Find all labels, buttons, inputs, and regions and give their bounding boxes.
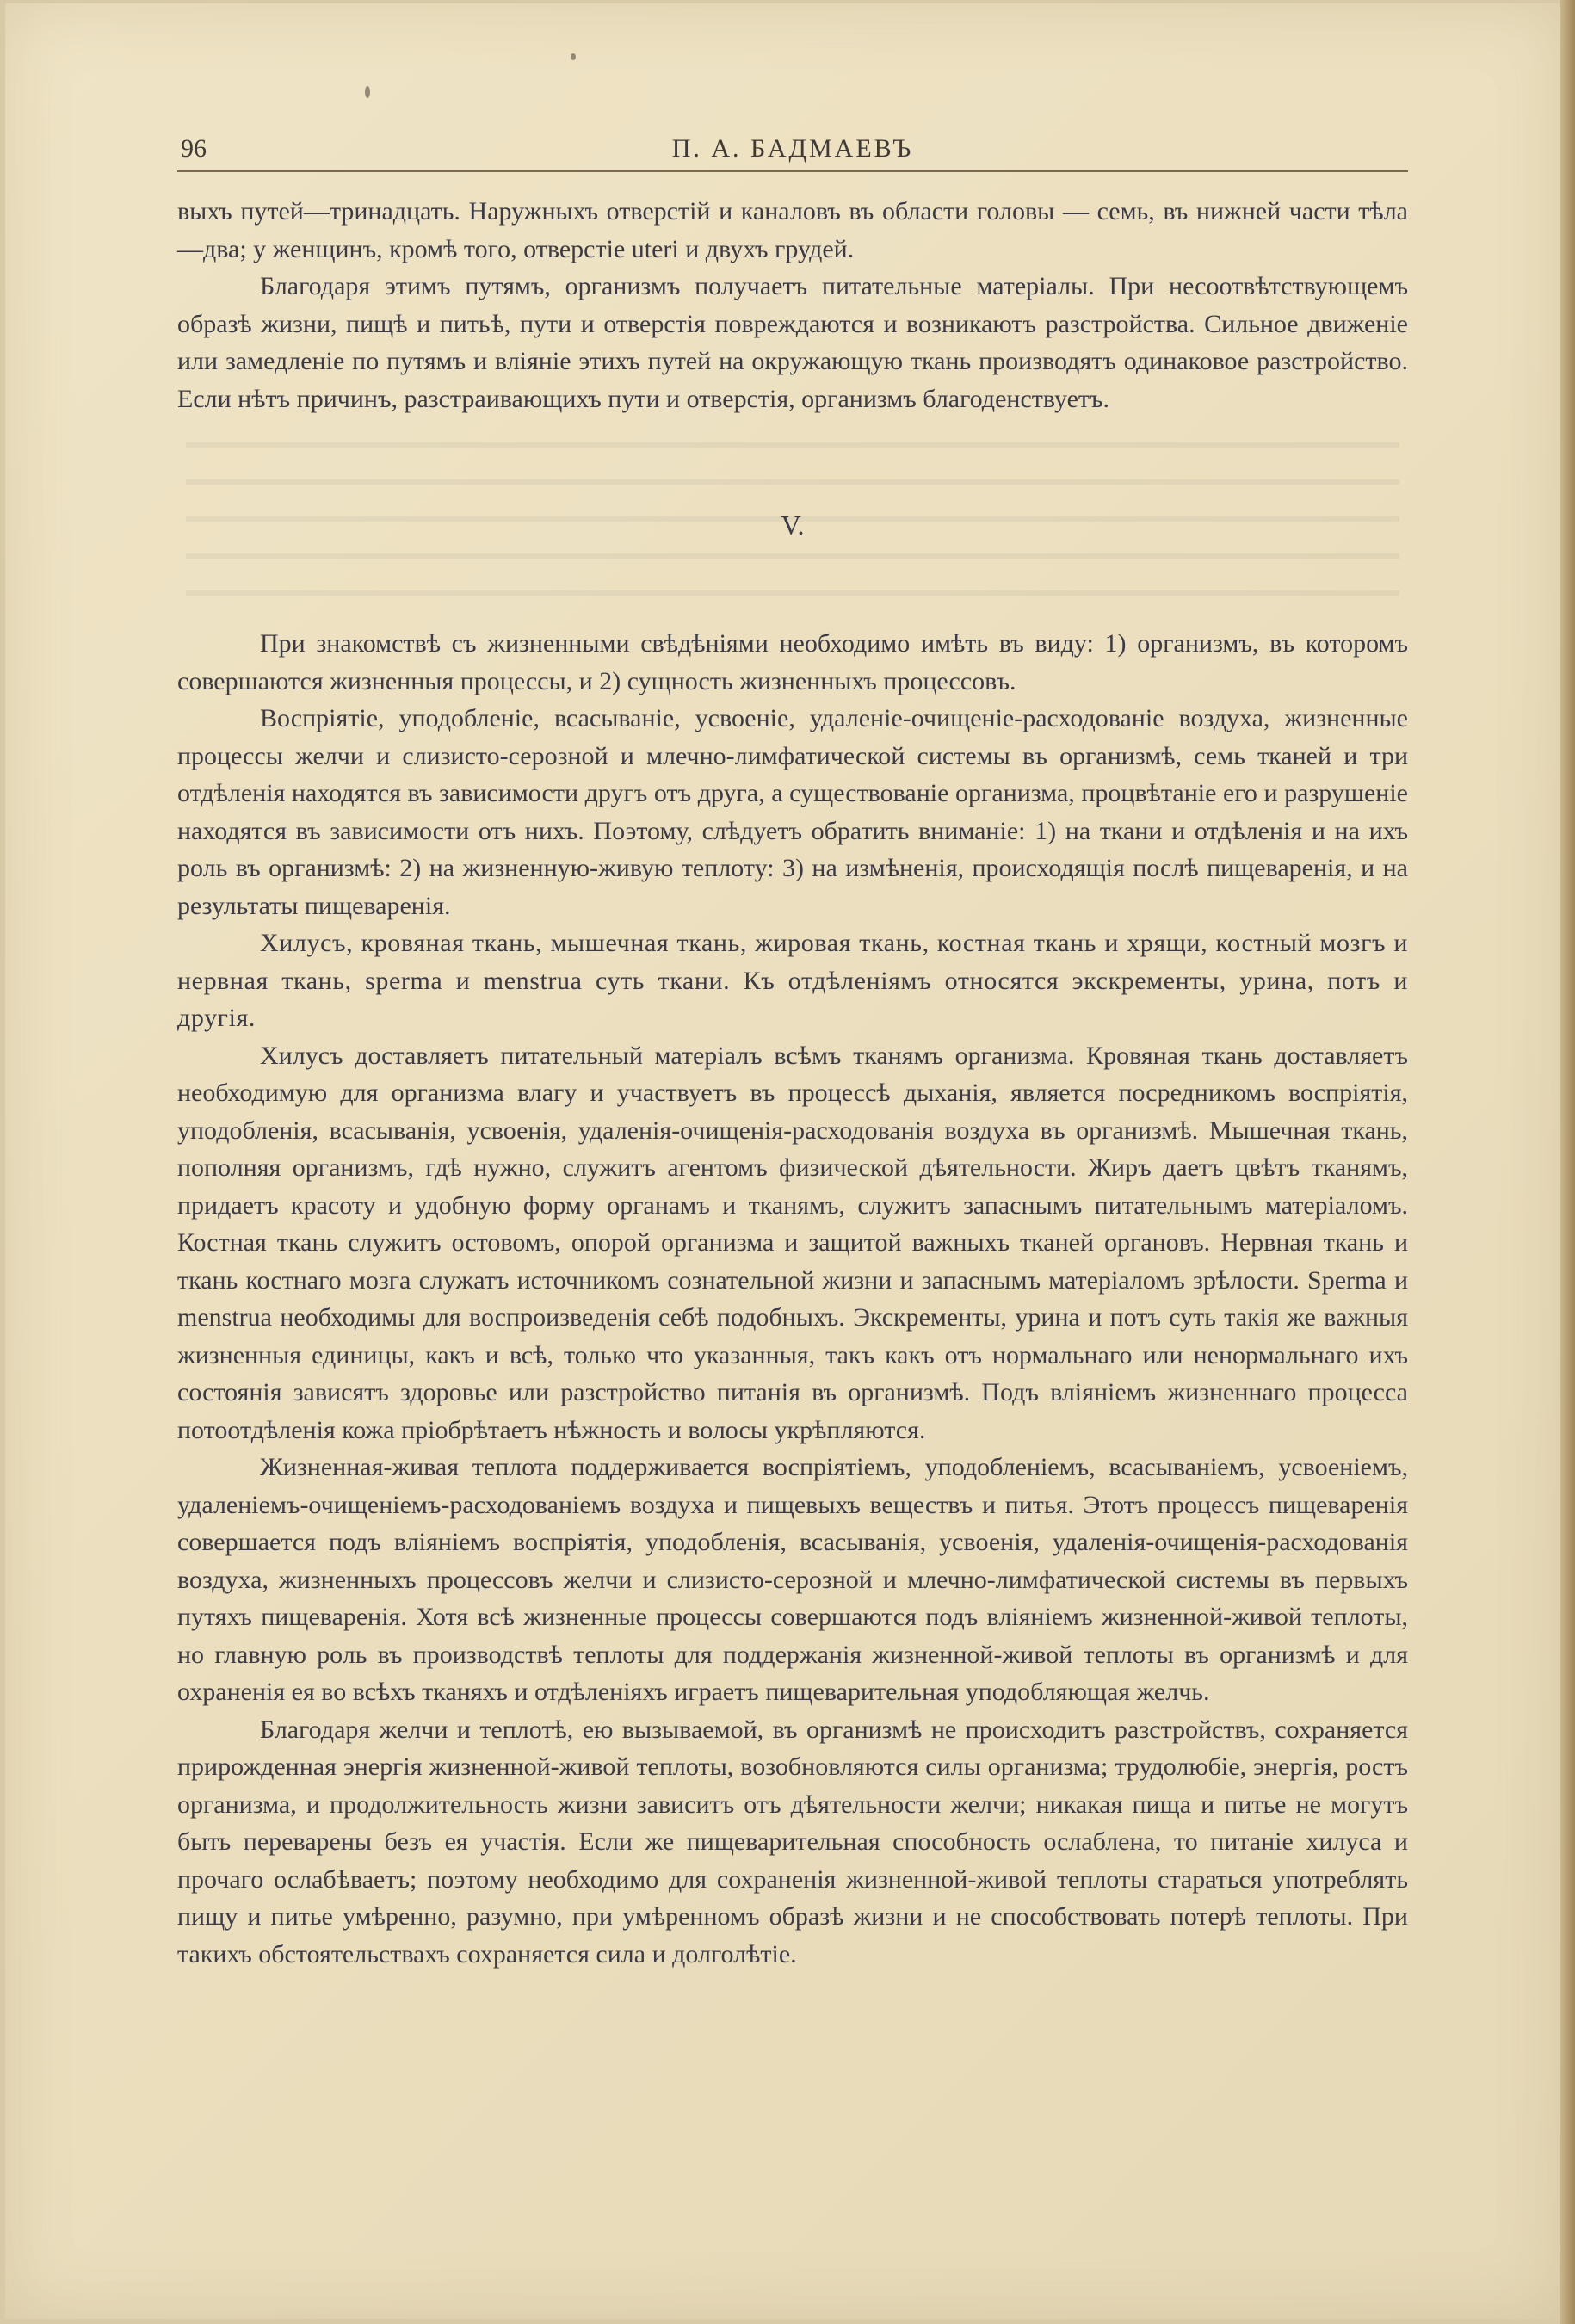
paragraph: Благодаря желчи и теплотѣ, ею вызываемой, въ организмѣ не происходитъ разстройствъ, сохраняется прирожденная энергія жизненной-живой теплоты, возобновляются силы организма; трудолюбіе, энергія, ростъ организма, и продолжительность жизни зависитъ отъ дѣятельности желчи; никакая пища и питье не могутъ быть переварены безъ ея участія. Если же пищеварительная способность ослаблена, то питаніе хилуса и прочаго ослабѣваетъ; поэтому необходимо для сохраненія жизненной-живой теплоты стараться употреблять пищу и питье умѣренно, разумно, при умѣренномъ образѣ жизни и не способствовать потерѣ теплоты. При такихъ обстоятельствахъ сохраняется сила и долголѣтіе. (177, 1715, 1408, 1969)
ink-spot (571, 53, 576, 60)
paragraph: Жизненная-живая теплота поддерживается воспріятіемъ, уподобленіемъ, всасываніемъ, усвоеніемъ, удаленіемъ-очищеніемъ-расходованіемъ воздуха и пищевыхъ веществъ и питья. Этотъ процессъ пищеваренія совершается подъ вліяніемъ воспріятія, уподобленія, всасыванія, усвоенія, удаленія-очищенія-расходованія воздуха, жизненныхъ процессовъ желчи и слизисто-серозной и млечно-лимфатической системы въ первыхъ путяхъ пищеваренія. Хотя всѣ жизненные процессы совершаются подъ вліяніемъ жизненной-живой теплоты, но главную роль въ производствѣ теплоты для поддержанія жизненной-живой теплоты въ организмѣ и для охраненія ея во всѣхъ тканяхъ и отдѣленіяхъ играетъ пищеварительная уподобляющая желчь. (177, 1453, 1408, 1706)
paragraph: При знакомствѣ съ жизненными свѣдѣніями необходимо имѣть въ виду: 1) организмъ, въ которомъ совершаются жизненныя процессы, и 2) сущность жизненныхъ процессовъ. (177, 629, 1408, 695)
page-sheet (5, 3, 1563, 2319)
paragraph: выхъ путей—тринадцать. Наружныхъ отверстій и каналовъ въ области головы — семь, въ нижней части тѣла—два; у женщинъ, кромѣ того, отверстіе uteri и двухъ грудей. (177, 197, 1408, 263)
text-block-top (177, 193, 1408, 417)
section-number: V. (781, 510, 805, 541)
text-block-section-v (177, 625, 1408, 1973)
running-head: П. А. БАДМАЕВЪ (671, 134, 914, 163)
paragraph: Благодаря этимъ путямъ, организмъ получаетъ питательные матеріалы. При несоотвѣтствующемъ образѣ жизни, пищѣ и питьѣ, пути и отверстія повреждаются и возникаютъ разстройства. Сильное движеніе или замедленіе по путямъ и вліяніе этихъ путей на окружающую ткань производятъ одинаковое разстройство. Если нѣтъ причинъ, разстраивающихъ пути и отверстія, организмъ благоденствуетъ. (177, 272, 1408, 413)
page-number: 96 (181, 134, 207, 163)
paragraph: Хилусъ, кровяная ткань, мышечная ткань, жировая ткань, костная ткань и хрящи, костный мозгъ и нервная ткань, sperma и menstrua суть ткани. Къ отдѣленіямъ относятся экскременты, урина, потъ и другія. (177, 929, 1408, 1032)
scan-edge (1560, 0, 1575, 2324)
page-header (177, 133, 1408, 172)
paragraph: Воспріятіе, уподобленіе, всасываніе, усвоеніе, удаленіе-очищеніе-расходованіе воздуха, жизненные процессы желчи и слизисто-серозной и млечно-лимфатической системы въ организмѣ, семь тканей и три отдѣленія находятся въ зависимости другъ отъ друга, а существованіе организма, процвѣтаніе его и разрушеніе находятся въ зависимости отъ нихъ. Поэтому, слѣдуетъ обратить вниманіе: 1) на ткани и отдѣленія и на ихъ роль въ организмѣ: 2) на жизненную-живую теплоту: 3) на измѣненія, происходящія послѣ пищеваренія, и на результаты пищеваренія. (177, 704, 1408, 920)
paragraph: Хилусъ доставляетъ питательный матеріалъ всѣмъ тканямъ организма. Кровяная ткань доставляетъ необходимую для организма влагу и участвуетъ въ процессѣ дыханія, является посредникомъ воспріятія, уподобленія, всасыванія, усвоенія, удаленія-очищенія-расходованія воздуха въ организмѣ. Мышечная ткань, пополняя организмъ, гдѣ нужно, служитъ агентомъ физической дѣятельности. Жиръ даетъ цвѣтъ тканямъ, придаетъ красоту и удобную форму органамъ и тканямъ, служитъ запаснымъ питательнымъ матеріаломъ. Костная ткань служитъ остовомъ, опорой организма и защитой важныхъ тканей органовъ. Нервная ткань и ткань костнаго мозга служатъ источникомъ сознательной жизни и запаснымъ матеріаломъ зрѣлости. Sperma и menstrua необходимы для воспроизведенія себѣ подобныхъ. Экскременты, урина и потъ суть такія же важныя жизненныя единицы, какъ и всѣ, только что указанныя, такъ какъ отъ нормальнаго или ненормальнаго ихъ состоянія зависятъ здоровье или разстройство питанія въ организмѣ. Подъ вліяніемъ жизненнаго процесса потоотдѣленія кожа пріобрѣтаетъ нѣжность и волосы укрѣпляются. (177, 1041, 1408, 1444)
ink-spot (365, 86, 370, 98)
